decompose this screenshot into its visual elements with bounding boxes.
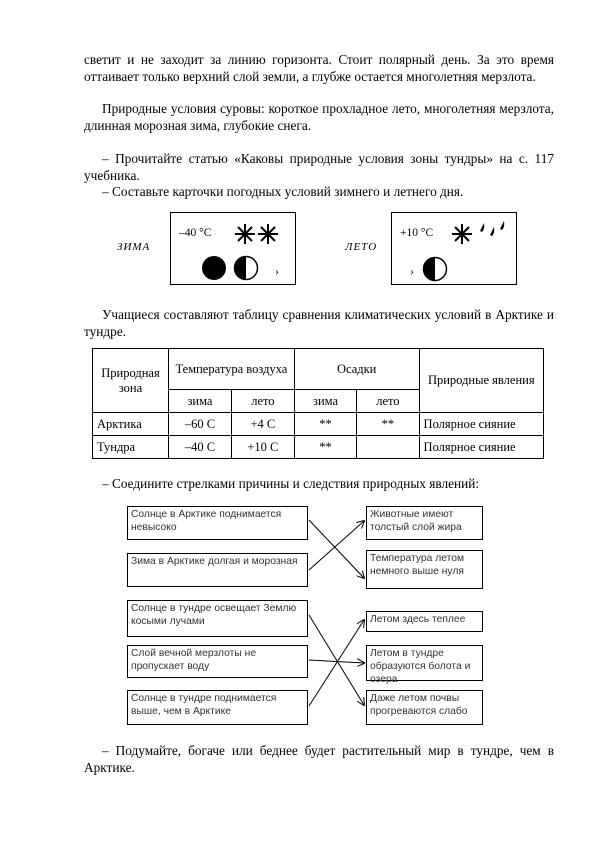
cell-prec-summer: ** [357, 413, 419, 436]
header-temperature: Температура воздуха [169, 349, 295, 390]
subheader-winter: зима [169, 390, 232, 413]
cell-zone: Тундра [93, 436, 169, 459]
cause-box: Солнце в Арктике поднимается невысоко [127, 506, 308, 540]
summer-temperature: +10 °С [400, 227, 434, 239]
winter-temperature: –40 °С [179, 227, 212, 239]
paragraph-polar-day: светит и не заходит за линию горизонта. Стоит полярный день. За это время оттаивает только верхний слой земли, а глубже остается многолетняя мерзлота. [84, 52, 554, 84]
cause-box: Слой вечной мерзлоты не пропускает воду [127, 645, 308, 678]
cell-phenomena: Полярное сияние [419, 413, 543, 436]
cell-prec-winter: ** [294, 436, 356, 459]
cell-phenomena: Полярное сияние [419, 436, 543, 459]
paragraph-make-cards: – Составьте карточки погодных условий зимнего и летнего дня. [102, 184, 464, 199]
header-phenomena: Природные явления [419, 349, 543, 413]
effect-box: Даже летом почвы прогреваются слабо [366, 690, 483, 725]
summer-card-label: ЛЕТО [345, 241, 378, 253]
paragraph-connect-arrows: – Соедините стрелками причины и следствия природных явлений: [102, 476, 480, 491]
effect-box: Летом в тундре образуются болота и озера [366, 645, 483, 681]
subheader-summer: лето [231, 390, 294, 413]
winter-arrow: › [275, 264, 279, 278]
cause-box: Солнце в тундре поднимается выше, чем в Арктике [127, 690, 308, 725]
paragraph-read-article: – Прочитайте статью «Каковы природные условия зоны тундры» на с. 117 учебника. [84, 151, 554, 183]
cause-box: Зима в Арктике долгая и морозная [127, 553, 308, 587]
subheader-summer: лето [357, 390, 419, 413]
effect-box: Температура летом немного выше нуля [366, 550, 483, 589]
header-zone: Природная зона [93, 349, 169, 413]
cell-temp-winter: –40 С [169, 436, 232, 459]
effect-box: Летом здесь теплее [366, 611, 483, 632]
paragraph-think-question: – Подумайте, богаче или беднее будет растительный мир в тундре, чем в Арктике. [84, 743, 554, 775]
effect-box: Животные имеют толстый слой жира [366, 506, 483, 540]
paragraph-natural-conditions: Природные условия суровы: короткое прохладное лето, многолетняя мерзлота, длинная морозная зима, глубокие снега. [84, 101, 554, 133]
summer-arrow: › [410, 264, 414, 278]
cell-temp-summer: +10 С [231, 436, 294, 459]
header-precipitation: Осадки [294, 349, 419, 390]
cell-prec-winter: ** [294, 413, 356, 436]
cell-temp-winter: –60 С [169, 413, 232, 436]
subheader-winter: зима [294, 390, 356, 413]
cell-zone: Арктика [93, 413, 169, 436]
cell-temp-summer: +4 С [231, 413, 294, 436]
cause-box: Солнце в тундре освещает Землю косыми лучами [127, 600, 308, 637]
paragraph-compare-table: Учащиеся составляют таблицу сравнения климатических условий в Арктике и тундре. [84, 307, 554, 339]
winter-card-label: ЗИМА [117, 241, 151, 253]
